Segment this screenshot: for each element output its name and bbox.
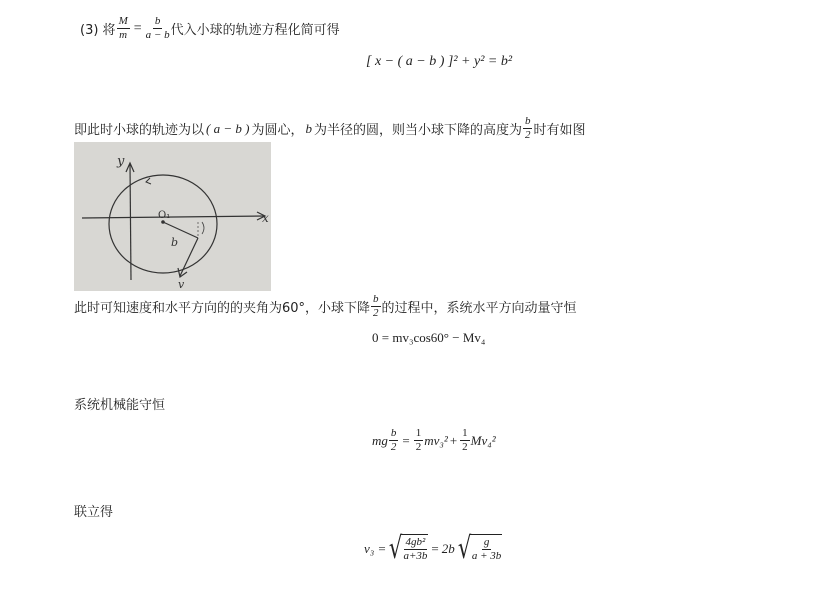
eq3-term3: Mv₄²: [470, 432, 496, 448]
line-3: [74, 294, 577, 319]
line-1-suffix: 代入小球的轨迹方程化简可得: [170, 23, 340, 38]
frac-num: 1: [415, 427, 422, 439]
frac-den: a+3b: [403, 550, 428, 562]
line-3-text2: 的过程中，系统水平方向动量守恒: [381, 301, 577, 316]
line-2-text2: 为圆心，: [251, 123, 304, 138]
radicand: [402, 534, 428, 564]
square-root-1: [386, 531, 428, 566]
equals-sign: =: [402, 432, 410, 448]
velocity-label: v: [178, 278, 185, 291]
line-2: [74, 116, 586, 141]
fraction-b-over-2: [389, 428, 399, 453]
fraction-4gb2-over-a-plus-3b: [403, 537, 427, 562]
eq3-lhs: mg: [372, 432, 388, 448]
equation-result: [364, 531, 502, 566]
frac-num: b: [154, 15, 161, 27]
equals-sign: =: [431, 541, 439, 556]
x-axis-label: x: [262, 211, 269, 225]
equation-energy: [372, 428, 496, 453]
fraction-g-over-a-plus-3b: [472, 537, 501, 562]
frac-den: 2: [524, 129, 531, 141]
fraction-M-over-m: [117, 16, 130, 41]
eq4-coefficient: 2b: [441, 541, 455, 556]
figure-photo: [74, 142, 271, 291]
line-2-text3: 为半径的圆，则当小球下降的高度为: [313, 123, 522, 138]
square-root-2: [455, 531, 503, 566]
frac-den: 2: [415, 441, 422, 453]
fraction-one-half: [460, 428, 470, 453]
equals-sign: =: [133, 20, 142, 36]
fraction-b-over-2: [371, 294, 381, 319]
frac-num: b: [373, 293, 379, 305]
equation-trajectory: [ x − ( a − b ) ]² + y² = b²: [366, 54, 513, 69]
fraction-b-over-a-minus-b: [146, 16, 170, 41]
plus-sign: +: [449, 432, 458, 448]
radius-label: b: [171, 236, 179, 249]
center-label: O₁: [158, 210, 171, 221]
radicand: [471, 534, 502, 564]
frac-den: 2: [390, 441, 397, 453]
frac-den: a + 3b: [471, 550, 502, 562]
eq4-lhs: v₃ =: [364, 541, 387, 556]
eq3-term2: mv₃²: [424, 432, 448, 448]
y-axis-label: y: [117, 154, 125, 169]
equation-momentum: 0 = mv₃cos60° − Mv₄: [372, 330, 486, 345]
frac-num: M: [118, 15, 128, 27]
line-2-text4: 时有如图: [533, 123, 586, 138]
radical-sign: √: [457, 531, 471, 566]
frac-num: b: [524, 115, 531, 127]
radical-sign: √: [389, 531, 403, 566]
line-4: 系统机械能守恒: [74, 398, 166, 413]
line-1-prefix: (3) 将: [80, 23, 116, 38]
frac-den: a − b: [145, 29, 170, 41]
frac-num: b: [390, 427, 397, 439]
line-5: 联立得: [74, 505, 114, 520]
line-3-text1: 此时可知速度和水平方向的的夹角为60°，小球下降: [74, 301, 371, 316]
frac-num: 1: [462, 427, 468, 439]
fraction-one-half: [414, 428, 424, 453]
circle-center: ( a − b ): [206, 120, 250, 136]
frac-num: 4gb²: [405, 536, 426, 548]
trajectory-sketch: [74, 142, 271, 291]
frac-den: 2: [373, 307, 379, 319]
line-2-text1: 即此时小球的轨迹为以: [74, 123, 205, 138]
line-1: [80, 16, 340, 41]
radius-variable: b: [305, 120, 312, 136]
frac-num: g: [483, 536, 490, 548]
frac-den: m: [119, 29, 128, 41]
frac-den: 2: [462, 441, 468, 453]
fraction-b-over-2: [523, 116, 533, 141]
